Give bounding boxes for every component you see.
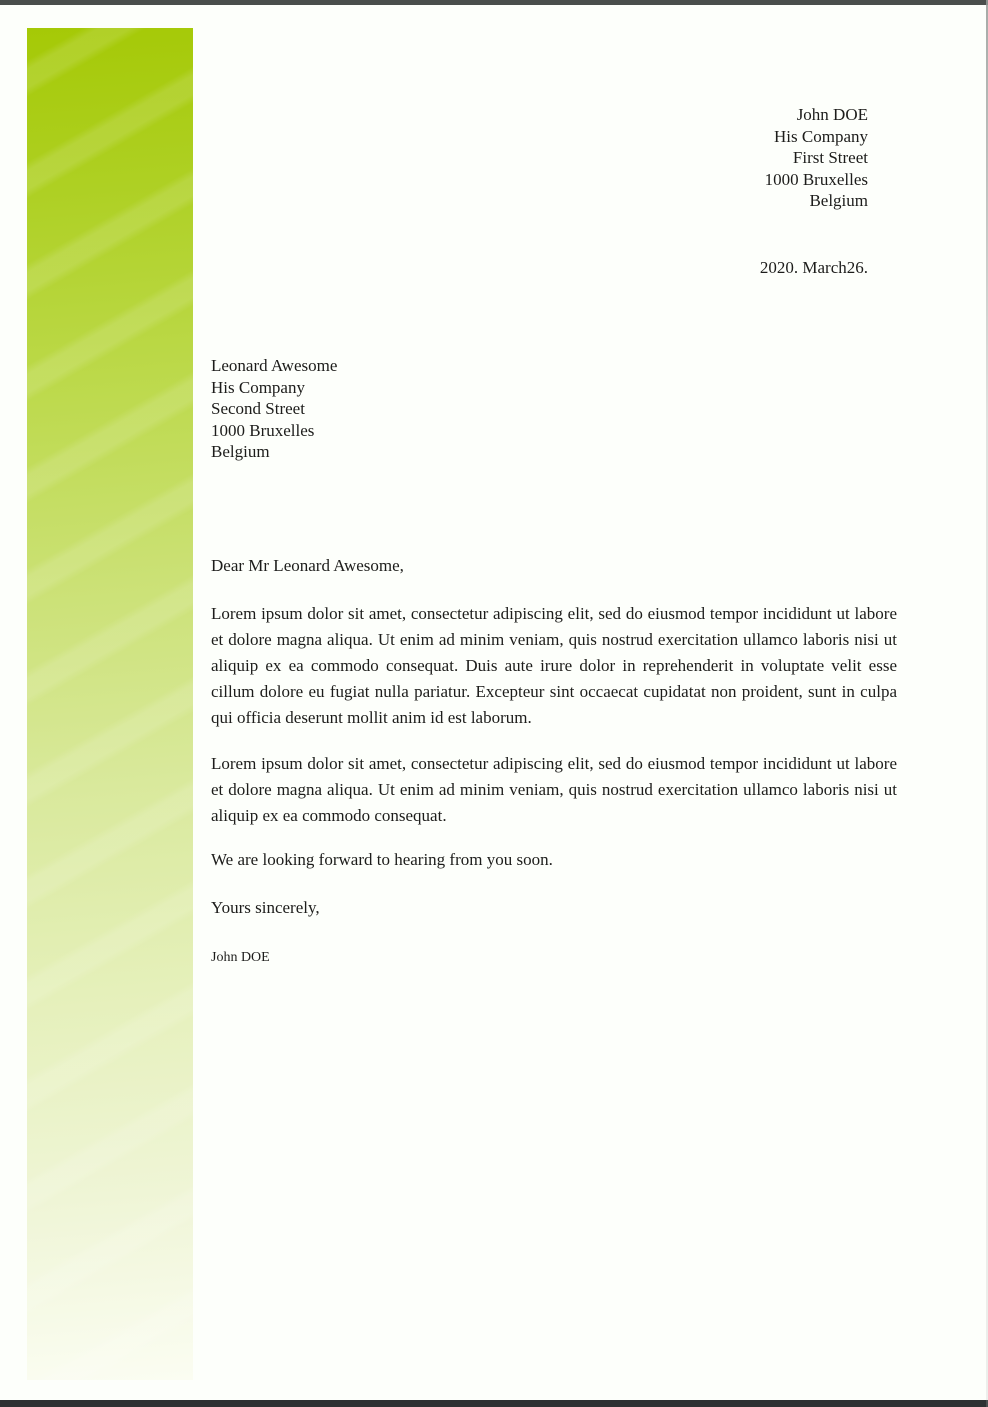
recipient-country: Belgium bbox=[211, 442, 270, 462]
sender-country: Belgium bbox=[809, 191, 868, 211]
sender-address-block bbox=[765, 104, 868, 212]
body-paragraph-1: Lorem ipsum dolor sit amet, consectetur adipiscing elit, sed do eiusmod tempor incididunt ut labore et dolore magna aliqua. Ut enim ad minim veniam, quis nostrud exercitation ullamco laboris nisi ut aliquip ex ea commodo consequat. Duis aute irure dolor in reprehenderit in voluptate velit esse cillum dolore eu fugiat nulla pariatur. Excepteur sint occaecat cupidatat non proident, sunt in culpa qui officia deserunt mollit anim id est laborum. bbox=[211, 604, 897, 727]
letter-date: 2020. March26. bbox=[759, 258, 868, 277]
recipient-name: Leonard Awesome bbox=[211, 356, 338, 375]
sender-name: John DOE bbox=[796, 105, 868, 124]
recipient-address-block bbox=[211, 355, 337, 463]
closing-line: We are looking forward to hearing from you soon. bbox=[211, 850, 553, 869]
recipient-company: His Company bbox=[211, 377, 305, 397]
green-gradient-sidebar bbox=[27, 28, 193, 1380]
body-paragraph-2: Lorem ipsum dolor sit amet, consectetur adipiscing elit, sed do eiusmod tempor incididunt ut labore et dolore magna aliqua. Ut enim ad minim veniam, quis nostrud exercitation ullamco laboris nisi ut aliquip ex ea commodo consequat. bbox=[211, 754, 897, 825]
sender-street: First Street bbox=[792, 148, 868, 168]
signature-name: John DOE bbox=[211, 950, 270, 965]
sender-city: 1000 Bruxelles bbox=[764, 169, 868, 189]
recipient-city: 1000 Bruxelles bbox=[211, 420, 315, 440]
salutation: Dear Mr Leonard Awesome, bbox=[211, 556, 404, 575]
sender-company: His Company bbox=[774, 126, 868, 146]
valediction: Yours sincerely, bbox=[211, 898, 320, 917]
recipient-street: Second Street bbox=[211, 399, 305, 419]
window-bottom-edge bbox=[0, 1400, 988, 1407]
window-top-edge bbox=[0, 0, 988, 5]
